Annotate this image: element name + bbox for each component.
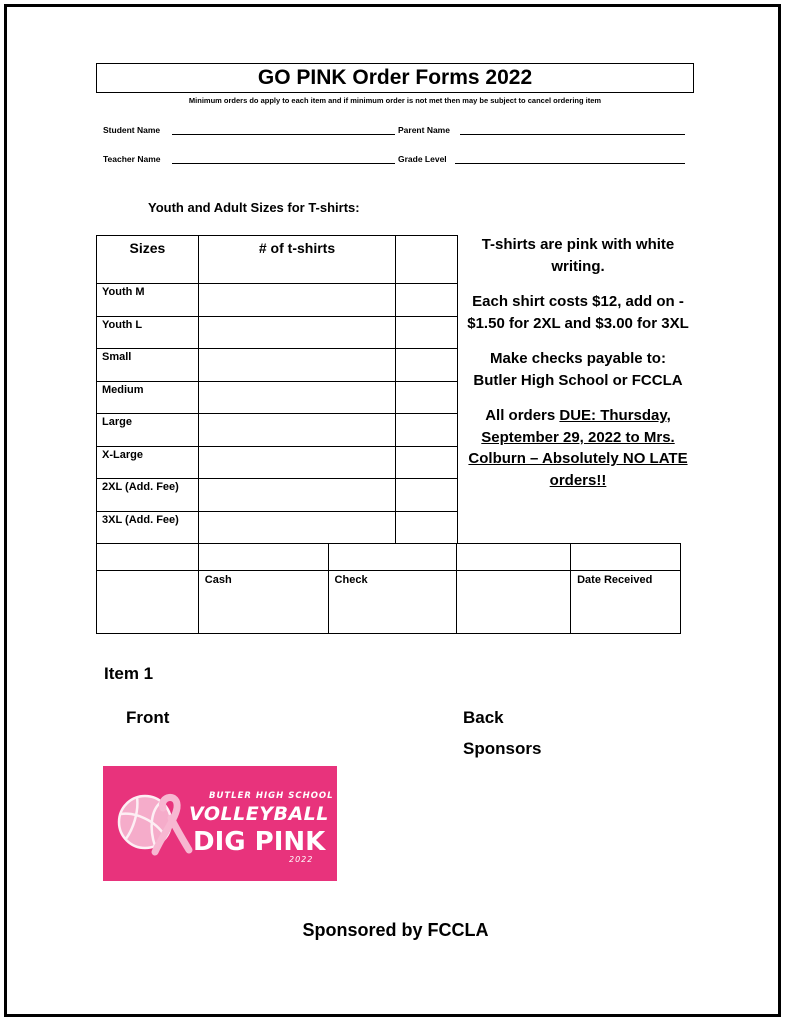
shirt-school-text: BUTLER HIGH SCHOOL xyxy=(209,791,334,801)
extra-cell[interactable] xyxy=(396,414,458,447)
extra-cell[interactable] xyxy=(396,349,458,382)
payment-cell[interactable] xyxy=(328,544,457,571)
teacher-name-field[interactable] xyxy=(172,163,395,164)
extra-cell[interactable] xyxy=(396,381,458,414)
grade-level-label: Grade Level xyxy=(398,154,447,164)
sizes-header: Sizes xyxy=(97,236,199,284)
item-label: Item 1 xyxy=(104,664,154,683)
cash-cell[interactable]: Cash xyxy=(198,571,328,634)
payment-cell[interactable] xyxy=(198,544,328,571)
size-label: X-Large xyxy=(97,446,199,479)
student-name-field[interactable] xyxy=(172,134,395,135)
parent-name-field[interactable] xyxy=(460,134,685,135)
date-received-cell[interactable]: Date Received xyxy=(571,571,681,634)
table-row xyxy=(97,479,458,512)
minimum-order-notice: Minimum orders do apply to each item and if minimum order is not met then may be subject to cancel ordering item xyxy=(188,96,602,105)
check-cell[interactable]: Check xyxy=(328,571,457,634)
payment-table xyxy=(96,543,681,634)
sponsors-label: Sponsors xyxy=(463,739,542,758)
extra-cell[interactable] xyxy=(396,446,458,479)
quantity-cell[interactable] xyxy=(198,446,395,479)
payment-top-row xyxy=(97,544,681,571)
quantity-cell[interactable] xyxy=(198,316,395,349)
sizes-heading: Youth and Adult Sizes for T-shirts: xyxy=(148,200,360,215)
table-row xyxy=(97,316,458,349)
size-label: Small xyxy=(97,349,199,382)
size-label: 3XL (Add. Fee) xyxy=(97,511,199,544)
sponsored-by-footer: Sponsored by FCCLA xyxy=(302,920,489,940)
size-label: Youth L xyxy=(97,316,199,349)
checks-note-line-2: Butler High School or FCCLA xyxy=(473,371,683,389)
front-label: Front xyxy=(126,708,170,727)
color-note: T-shirts are pink with white writing. xyxy=(481,236,675,275)
size-label: 2XL (Add. Fee) xyxy=(97,479,199,512)
extra-cell[interactable] xyxy=(396,284,458,317)
tshirt-count-header: # of t-shirts xyxy=(198,236,395,284)
extra-cell[interactable] xyxy=(396,316,458,349)
table-row xyxy=(97,414,458,447)
quantity-cell[interactable] xyxy=(198,381,395,414)
sizes-table xyxy=(96,235,458,544)
checks-note-line-1: Make checks payable to: xyxy=(490,350,666,367)
page-title: GO PINK Order Forms 2022 xyxy=(96,63,694,93)
table-row xyxy=(97,511,458,544)
shirt-sport-text: VOLLEYBALL xyxy=(189,803,329,825)
table-row xyxy=(97,349,458,382)
quantity-cell[interactable] xyxy=(198,349,395,382)
extra-cell[interactable] xyxy=(396,479,458,512)
due-prefix: All orders xyxy=(485,407,560,424)
due-date-text: DUE: Thursday, September 29, 2022 to Mrs. Colburn – Absolutely NO LATE orders!! xyxy=(468,407,688,489)
payment-cell[interactable] xyxy=(457,544,571,571)
size-label: Medium xyxy=(97,381,199,414)
payment-cell[interactable] xyxy=(97,544,199,571)
shirt-slogan-text: DIG PINK xyxy=(193,827,326,857)
teacher-name-label: Teacher Name xyxy=(103,154,161,164)
payment-cell[interactable] xyxy=(571,544,681,571)
back-label: Back xyxy=(463,708,504,727)
table-row xyxy=(97,446,458,479)
extra-cell[interactable] xyxy=(396,511,458,544)
grade-level-field[interactable] xyxy=(455,163,685,164)
table-header-row xyxy=(97,236,458,284)
quantity-cell[interactable] xyxy=(198,511,395,544)
quantity-cell[interactable] xyxy=(198,284,395,317)
shirt-graphic xyxy=(103,766,337,881)
checks-note xyxy=(463,348,693,391)
price-note: Each shirt costs $12, add on - $1.50 for 2XL and $3.00 for 3XL xyxy=(467,293,689,332)
shirt-front-image xyxy=(103,766,337,881)
payment-cell[interactable] xyxy=(97,571,199,634)
payment-row xyxy=(97,571,681,634)
size-label: Large xyxy=(97,414,199,447)
table-row xyxy=(97,284,458,317)
size-label: Youth M xyxy=(97,284,199,317)
table-row xyxy=(97,381,458,414)
parent-name-label: Parent Name xyxy=(398,125,450,135)
payment-cell[interactable] xyxy=(457,571,571,634)
order-info xyxy=(463,234,693,505)
quantity-cell[interactable] xyxy=(198,414,395,447)
quantity-cell[interactable] xyxy=(198,479,395,512)
student-name-label: Student Name xyxy=(103,125,161,135)
shirt-year-text: 2022 xyxy=(289,855,314,864)
extra-header-cell xyxy=(396,236,458,284)
due-note xyxy=(463,405,693,491)
